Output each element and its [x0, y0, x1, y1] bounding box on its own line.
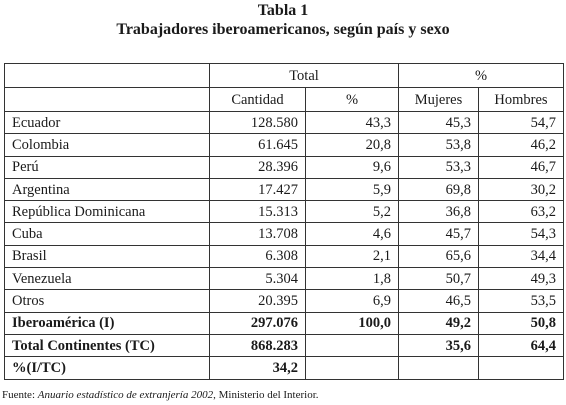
source-prefix: Fuente:	[2, 389, 38, 401]
header-group-pct: %	[399, 64, 564, 88]
cell-hombres: 54,3	[479, 223, 564, 245]
table-row	[5, 223, 564, 245]
source-note	[2, 389, 319, 402]
cell-pct	[306, 334, 399, 356]
cell-hombres: 46,2	[479, 134, 564, 156]
cell-pct: 100,0	[306, 312, 399, 334]
cell-pct: 6,9	[306, 290, 399, 312]
cell-mujeres: 50,7	[399, 268, 479, 290]
cell-mujeres: 69,8	[399, 178, 479, 200]
cell-mujeres: 65,6	[399, 245, 479, 267]
cell-pct: 4,6	[306, 223, 399, 245]
table-row	[5, 245, 564, 267]
cell-pais: Otros	[5, 290, 210, 312]
cell-cantidad: 28.396	[210, 156, 306, 178]
table-row	[5, 178, 564, 200]
header-row-columns	[5, 88, 564, 112]
source-work: Anuario estadístico de extranjería 2002	[37, 389, 214, 401]
cell-pais: República Dominicana	[5, 201, 210, 223]
cell-mujeres: 36,8	[399, 201, 479, 223]
cell-cantidad: 13.708	[210, 223, 306, 245]
cell-hombres: 63,2	[479, 201, 564, 223]
cell-pct: 5,9	[306, 178, 399, 200]
cell-mujeres: 35,6	[399, 334, 479, 356]
header-hombres: Hombres	[479, 88, 564, 112]
cell-cantidad: 20.395	[210, 290, 306, 312]
cell-pais: Perú	[5, 156, 210, 178]
cell-mujeres: 53,3	[399, 156, 479, 178]
cell-cantidad: 128.580	[210, 112, 306, 134]
table-row	[5, 357, 564, 379]
table-title: Tabla 1	[257, 2, 309, 19]
cell-pais: %(I/TC)	[5, 357, 210, 379]
cell-pct: 20,8	[306, 134, 399, 156]
cell-cantidad: 61.645	[210, 134, 306, 156]
cell-pais: Total Continentes (TC)	[5, 334, 210, 356]
cell-pct: 5,2	[306, 201, 399, 223]
cell-pais: Argentina	[5, 178, 210, 200]
cell-cantidad: 6.308	[210, 245, 306, 267]
table-subtitle: Trabajadores iberoamericanos, según país y sexo	[116, 21, 450, 38]
table-row	[5, 112, 564, 134]
cell-mujeres: 46,5	[399, 290, 479, 312]
cell-pais: Ecuador	[5, 112, 210, 134]
cell-hombres: 34,4	[479, 245, 564, 267]
header-group-total: Total	[210, 64, 399, 88]
table-row	[5, 334, 564, 356]
header-pct: %	[306, 88, 399, 112]
table-row	[5, 268, 564, 290]
cell-pct: 2,1	[306, 245, 399, 267]
table-row	[5, 312, 564, 334]
table-row	[5, 201, 564, 223]
cell-pct: 43,3	[306, 112, 399, 134]
cell-mujeres: 49,2	[399, 312, 479, 334]
cell-pais: Brasil	[5, 245, 210, 267]
cell-hombres: 49,3	[479, 268, 564, 290]
cell-pct: 9,6	[306, 156, 399, 178]
cell-mujeres	[399, 357, 479, 379]
cell-mujeres: 45,7	[399, 223, 479, 245]
cell-pct: 1,8	[306, 268, 399, 290]
cell-hombres: 30,2	[479, 178, 564, 200]
cell-cantidad: 5.304	[210, 268, 306, 290]
cell-hombres: 53,5	[479, 290, 564, 312]
cell-hombres: 46,7	[479, 156, 564, 178]
cell-pais: Venezuela	[5, 268, 210, 290]
header-mujeres: Mujeres	[399, 88, 479, 112]
table-row	[5, 134, 564, 156]
source-suffix: , Ministerio del Interior.	[213, 389, 319, 401]
cell-pct	[306, 357, 399, 379]
cell-cantidad: 297.076	[210, 312, 306, 334]
cell-hombres: 54,7	[479, 112, 564, 134]
cell-hombres: 50,8	[479, 312, 564, 334]
cell-cantidad: 34,2	[210, 357, 306, 379]
cell-mujeres: 53,8	[399, 134, 479, 156]
header-cantidad: Cantidad	[210, 88, 306, 112]
cell-pais: Iberoamérica (I)	[5, 312, 210, 334]
cell-pais: Cuba	[5, 223, 210, 245]
table-row	[5, 290, 564, 312]
cell-hombres: 64,4	[479, 334, 564, 356]
cell-hombres	[479, 357, 564, 379]
cell-cantidad: 17.427	[210, 178, 306, 200]
table-row	[5, 156, 564, 178]
header-row-groups	[5, 64, 564, 88]
cell-mujeres: 45,3	[399, 112, 479, 134]
header-blank-cell	[5, 88, 210, 112]
cell-pais: Colombia	[5, 134, 210, 156]
header-corner-cell	[5, 64, 210, 88]
cell-cantidad: 868.283	[210, 334, 306, 356]
data-table	[4, 63, 564, 380]
cell-cantidad: 15.313	[210, 201, 306, 223]
